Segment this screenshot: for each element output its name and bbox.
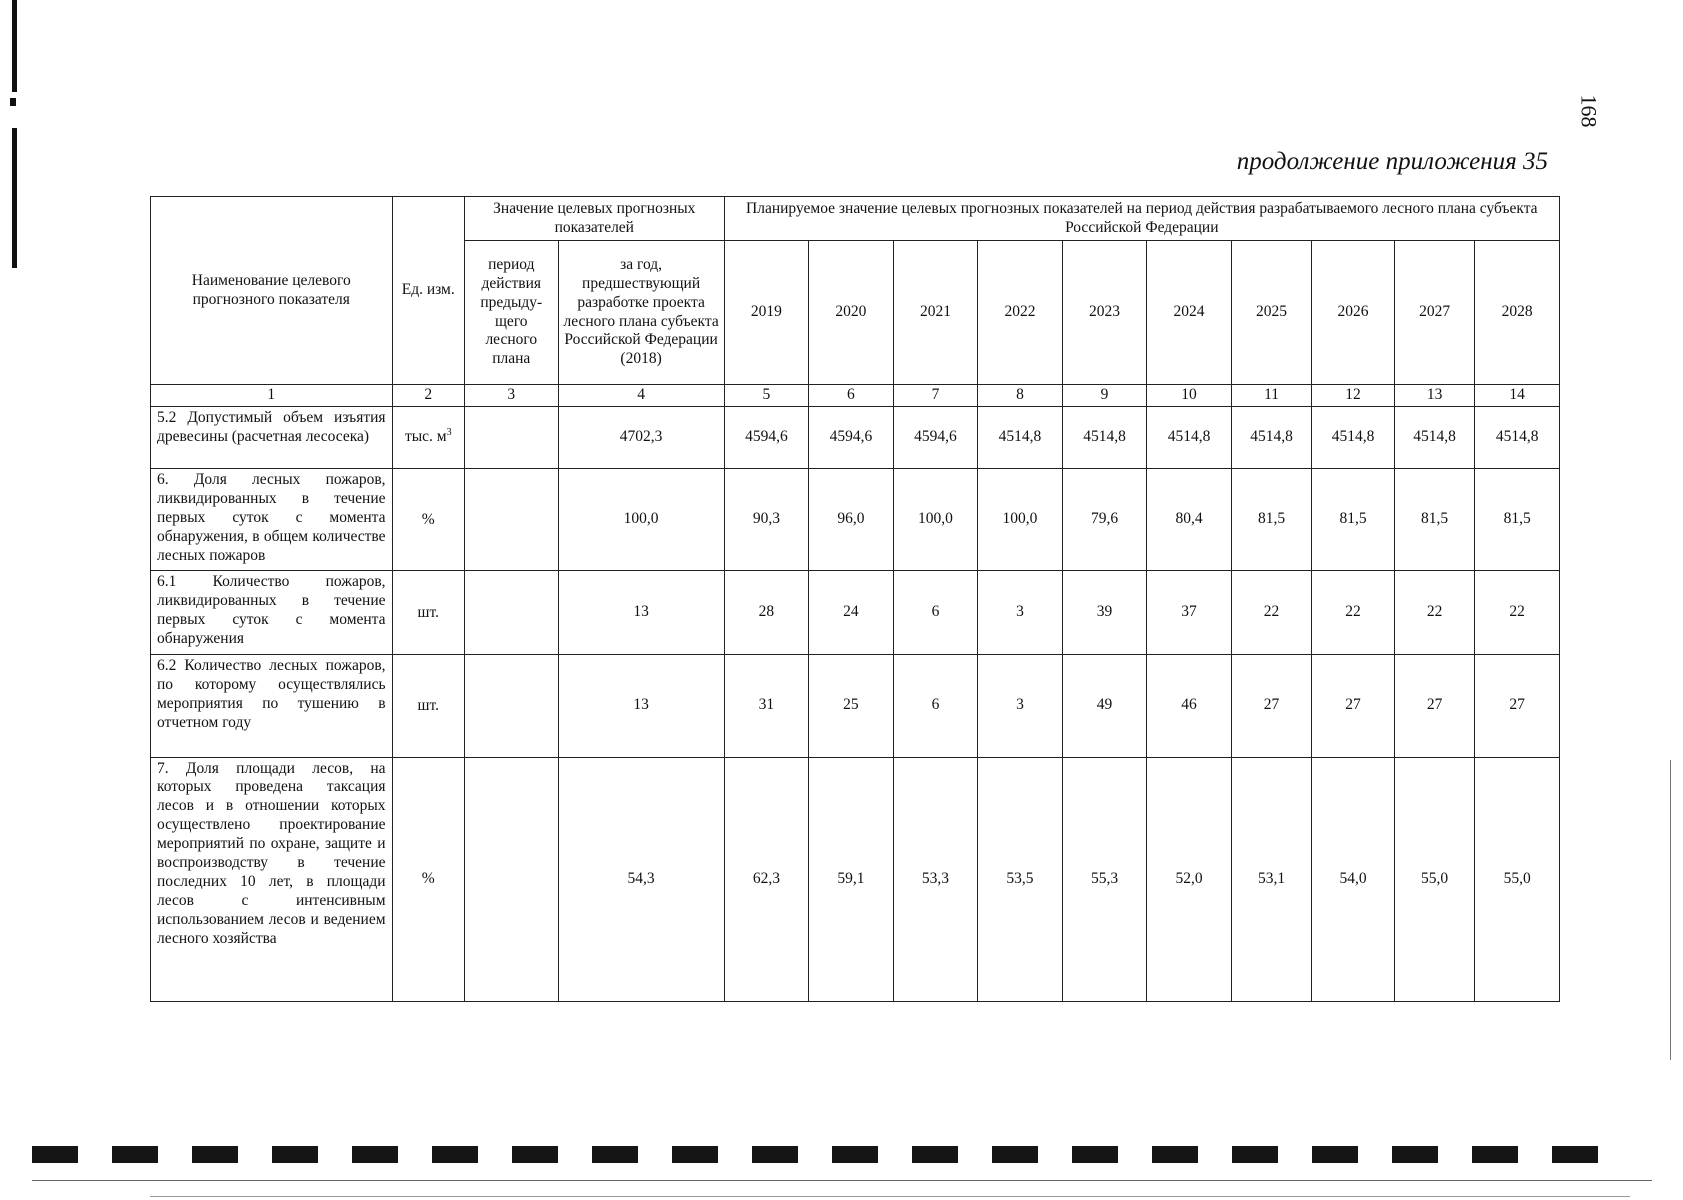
indicator-unit — [392, 571, 464, 655]
planned-value: 3 — [978, 571, 1063, 655]
footer-mark — [192, 1146, 238, 1163]
column-number: 7 — [893, 385, 978, 407]
previous-period-value — [464, 406, 558, 468]
planned-value: 49 — [1062, 655, 1147, 757]
footer-mark — [992, 1146, 1038, 1163]
indicator-unit — [392, 469, 464, 571]
indicator-name: 5.2 Допустимый объем изъятия древесины (расчетная лесосека) — [151, 406, 393, 468]
planned-value: 4594,6 — [724, 406, 809, 468]
header-year: 2027 — [1394, 241, 1475, 385]
header-indicator-name: Наименование целевого прогнозного показателя — [151, 197, 393, 385]
footer-mark — [672, 1146, 718, 1163]
footer-mark — [1312, 1146, 1358, 1163]
planned-value: 54,0 — [1312, 757, 1395, 1001]
previous-period-value — [464, 655, 558, 757]
base-year-value: 54,3 — [558, 757, 724, 1001]
scan-margin-mark — [12, 128, 17, 268]
base-year-value: 13 — [558, 655, 724, 757]
header-previous-plan-period: период действия предыду-щего лесного плана — [464, 241, 558, 385]
header-year: 2026 — [1312, 241, 1395, 385]
planned-value: 81,5 — [1312, 469, 1395, 571]
planned-value: 22 — [1231, 571, 1312, 655]
footer-mark — [912, 1146, 958, 1163]
indicator-name: 7. Доля площади лесов, на которых проведена таксация лесов и в отношении которых осуществлено проектирование мероприятий по охране, защите и воспроизводству в течение последних 10 лет, в площади лесов с интенсивным использованием лесов и ведением лесного хозяйства — [151, 757, 393, 1001]
planned-value: 3 — [978, 655, 1063, 757]
planned-value: 27 — [1312, 655, 1395, 757]
table-row — [151, 406, 1560, 468]
column-number: 12 — [1312, 385, 1395, 407]
footer-mark — [1472, 1146, 1518, 1163]
planned-value: 53,5 — [978, 757, 1063, 1001]
planned-value: 90,3 — [724, 469, 809, 571]
column-number: 13 — [1394, 385, 1475, 407]
scan-margin-mark — [10, 98, 16, 106]
planned-value: 6 — [893, 655, 978, 757]
planned-value: 4514,8 — [1062, 406, 1147, 468]
planned-value: 4514,8 — [1394, 406, 1475, 468]
column-number: 2 — [392, 385, 464, 407]
header-unit: Ед. изм. — [392, 197, 464, 385]
planned-value: 55,3 — [1062, 757, 1147, 1001]
planned-value: 27 — [1475, 655, 1560, 757]
footer-mark — [352, 1146, 398, 1163]
base-year-value: 100,0 — [558, 469, 724, 571]
previous-period-value — [464, 757, 558, 1001]
planned-value: 81,5 — [1475, 469, 1560, 571]
planned-value: 28 — [724, 571, 809, 655]
footer-rule — [150, 1196, 1630, 1197]
planned-value: 24 — [809, 571, 894, 655]
indicator-unit — [392, 655, 464, 757]
column-number: 10 — [1147, 385, 1232, 407]
planned-value: 4514,8 — [1312, 406, 1395, 468]
header-year: 2021 — [893, 241, 978, 385]
footer-mark — [512, 1146, 558, 1163]
indicator-unit — [392, 757, 464, 1001]
planned-value: 53,3 — [893, 757, 978, 1001]
planned-value: 62,3 — [724, 757, 809, 1001]
planned-value: 59,1 — [809, 757, 894, 1001]
footer-mark — [272, 1146, 318, 1163]
header-planned-values-group: Планируемое значение целевых прогнозных показателей на период действия разрабатываемого лесного плана субъекта Российской Федерации — [724, 197, 1559, 241]
planned-value: 27 — [1231, 655, 1312, 757]
column-number: 14 — [1475, 385, 1560, 407]
page-number: 168 — [1576, 94, 1602, 128]
scan-footer-marks — [32, 1146, 1598, 1163]
footer-mark — [1232, 1146, 1278, 1163]
planned-value: 4514,8 — [1475, 406, 1560, 468]
planned-value: 81,5 — [1394, 469, 1475, 571]
planned-value: 22 — [1475, 571, 1560, 655]
planned-value: 100,0 — [978, 469, 1063, 571]
planned-value: 100,0 — [893, 469, 978, 571]
table-row — [151, 571, 1560, 655]
planned-value: 79,6 — [1062, 469, 1147, 571]
indicator-name: 6. Доля лесных пожаров, ликвидированных в течение первых суток с момента обнаружения, в общем количестве лесных пожаров — [151, 469, 393, 571]
table-row — [151, 757, 1560, 1001]
header-target-values-group: Значение целевых прогнозных показателей — [464, 197, 724, 241]
planned-value: 4594,6 — [809, 406, 894, 468]
scan-edge-line — [1670, 760, 1671, 1060]
header-year: 2020 — [809, 241, 894, 385]
planned-value: 31 — [724, 655, 809, 757]
planned-value: 4514,8 — [1147, 406, 1232, 468]
header-year: 2019 — [724, 241, 809, 385]
header-year: 2023 — [1062, 241, 1147, 385]
appendix-continuation-note: продолжение приложения 35 — [1236, 148, 1548, 175]
header-year-before: за год, предшествующий разработке проекта лесного плана субъекта Российской Федерации (2018) — [558, 241, 724, 385]
unit-text: шт. — [417, 697, 439, 715]
previous-period-value — [464, 571, 558, 655]
header-year: 2028 — [1475, 241, 1560, 385]
header-year: 2025 — [1231, 241, 1312, 385]
base-year-value: 13 — [558, 571, 724, 655]
footer-mark — [1072, 1146, 1118, 1163]
column-number: 4 — [558, 385, 724, 407]
footer-mark — [1552, 1146, 1598, 1163]
planned-value: 55,0 — [1394, 757, 1475, 1001]
indicator-unit — [392, 406, 464, 468]
footer-mark — [112, 1146, 158, 1163]
table-row — [151, 469, 1560, 571]
column-number: 11 — [1231, 385, 1312, 407]
planned-value: 22 — [1312, 571, 1395, 655]
unit-text: % — [421, 510, 435, 528]
planned-value: 4514,8 — [978, 406, 1063, 468]
footer-rule — [32, 1180, 1652, 1181]
planned-value: 22 — [1394, 571, 1475, 655]
forecast-indicators-table — [150, 196, 1560, 1002]
column-number: 3 — [464, 385, 558, 407]
planned-value: 96,0 — [809, 469, 894, 571]
footer-mark — [592, 1146, 638, 1163]
unit-text: тыс. м — [404, 428, 447, 446]
column-number-row — [151, 385, 1560, 407]
scan-margin-mark — [12, 0, 17, 92]
footer-mark — [832, 1146, 878, 1163]
column-number: 8 — [978, 385, 1063, 407]
planned-value: 46 — [1147, 655, 1232, 757]
unit-text: шт. — [417, 603, 439, 621]
header-year: 2022 — [978, 241, 1063, 385]
planned-value: 4594,6 — [893, 406, 978, 468]
planned-value: 39 — [1062, 571, 1147, 655]
table-row — [151, 655, 1560, 757]
indicator-name: 6.1 Количество пожаров, ликвидированных в течение первых суток с момента обнаружения — [151, 571, 393, 655]
planned-value: 53,1 — [1231, 757, 1312, 1001]
footer-mark — [432, 1146, 478, 1163]
planned-value: 37 — [1147, 571, 1232, 655]
footer-mark — [752, 1146, 798, 1163]
unit-superscript: 3 — [446, 427, 452, 439]
column-number: 1 — [151, 385, 393, 407]
footer-mark — [1392, 1146, 1438, 1163]
planned-value: 27 — [1394, 655, 1475, 757]
footer-mark — [1152, 1146, 1198, 1163]
planned-value: 81,5 — [1231, 469, 1312, 571]
indicator-name: 6.2 Количество лесных пожаров, по которому осуществлялись мероприятия по тушению в отчетном году — [151, 655, 393, 757]
column-number: 9 — [1062, 385, 1147, 407]
planned-value: 6 — [893, 571, 978, 655]
unit-text: % — [421, 870, 435, 888]
header-year: 2024 — [1147, 241, 1232, 385]
previous-period-value — [464, 469, 558, 571]
base-year-value: 4702,3 — [558, 406, 724, 468]
planned-value: 55,0 — [1475, 757, 1560, 1001]
footer-mark — [32, 1146, 78, 1163]
planned-value: 80,4 — [1147, 469, 1232, 571]
planned-value: 25 — [809, 655, 894, 757]
column-number: 6 — [809, 385, 894, 407]
planned-value: 52,0 — [1147, 757, 1232, 1001]
planned-value: 4514,8 — [1231, 406, 1312, 468]
column-number: 5 — [724, 385, 809, 407]
